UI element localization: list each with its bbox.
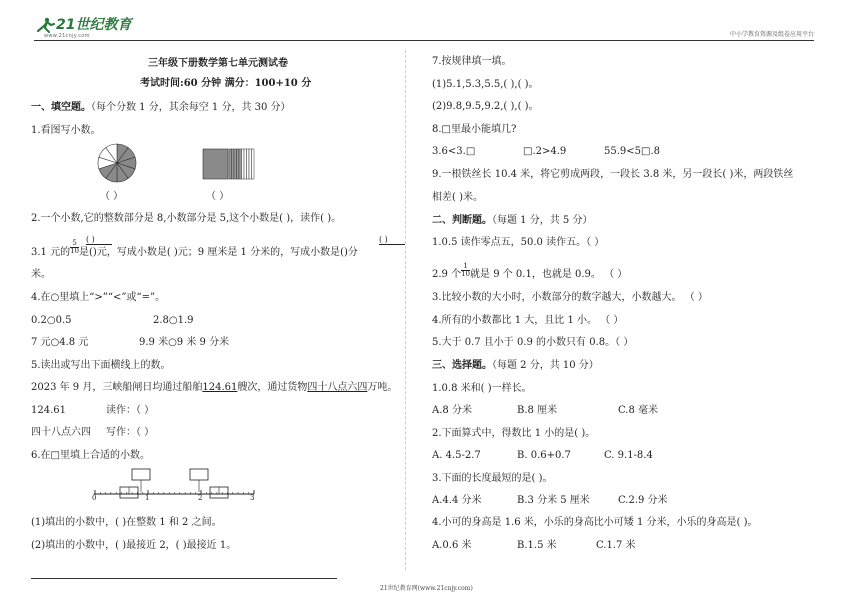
section1-header bbox=[31, 103, 291, 113]
grid-column bbox=[232, 149, 235, 179]
q3-frac-num: 5 bbox=[70, 240, 79, 248]
q5-sentence-num: 124.61 bbox=[202, 382, 238, 393]
q3-fraction bbox=[70, 240, 79, 255]
number-line-box-2[interactable] bbox=[190, 469, 208, 480]
q5-row1-answer[interactable]: 读作：（ ） bbox=[106, 405, 155, 416]
q7-1[interactable]: (1)5.1,5.3,5.5,( ),( )。 bbox=[432, 79, 539, 90]
q3-part-b: 是( bbox=[79, 247, 93, 258]
page-title: 三年级下册数学第七单元测试卷 bbox=[148, 58, 288, 69]
choice-1-opt-c[interactable]: C.8 毫米 bbox=[618, 405, 659, 416]
section1-note: （每个分数 1 分，其余每空 1 分，共 30 分） bbox=[91, 102, 291, 113]
grid-column bbox=[234, 149, 237, 179]
q5-text: 5.读出或写出下面横线上的数。 bbox=[31, 360, 171, 371]
judge-2-part-a: 2.9 个 bbox=[432, 269, 462, 280]
q3-line-2: 米。 bbox=[31, 269, 51, 280]
runner-logo-icon bbox=[34, 17, 56, 33]
section1-heading: 一、填空题。 bbox=[31, 102, 91, 113]
grid-fraction-figure bbox=[202, 148, 256, 180]
q1-text: 1.看图写小数。 bbox=[31, 125, 101, 136]
judge-2-frac-den: 10 bbox=[461, 270, 471, 278]
q1-answer-1[interactable]: （ ） bbox=[100, 191, 124, 202]
choice-4: 4.小可的身高是 1.6 米，小乐的身高比小可矮 1 分米，小乐的身高是( )。 bbox=[432, 517, 758, 528]
q9-line1: 9.一根铁丝长 10.4 米，将它剪成两段，一段长 3.8 米，另一段长( )米，两段铁丝 bbox=[432, 169, 794, 180]
q1-answer-2[interactable]: （ ） bbox=[206, 191, 230, 202]
choice-4-opt-b[interactable]: B.1.5 米 bbox=[517, 540, 557, 551]
q5-row1-label: 124.61 bbox=[31, 405, 66, 416]
q5-row2-answer[interactable]: 写作：（ ） bbox=[106, 427, 155, 438]
judge-5: 5.大于 0.7 且小于 0.9 的小数只有 0.8。（ ） bbox=[432, 337, 634, 348]
choice-2-opt-b[interactable]: B. 0.6+0.7 bbox=[517, 450, 571, 461]
choice-2-opt-a[interactable]: A. 4.5-2.7 bbox=[432, 450, 481, 461]
grid-column bbox=[244, 149, 247, 179]
q8-b[interactable]: □.2>4.9 bbox=[523, 146, 567, 157]
column-divider bbox=[405, 50, 406, 570]
grid-column bbox=[252, 149, 255, 179]
number-line-box-3[interactable] bbox=[132, 469, 150, 480]
q5-sentence bbox=[31, 383, 397, 393]
q5-sentence-b: 艘次，通过货物 bbox=[237, 382, 308, 393]
circle-fraction-figure bbox=[96, 142, 138, 184]
q8-c[interactable]: 55.9<5□.8 bbox=[604, 146, 660, 157]
choice-3: 3.下面的长度最短的是( )。 bbox=[432, 473, 553, 484]
section2-header bbox=[432, 216, 592, 226]
grid-full-square bbox=[203, 149, 228, 179]
section2-heading: 二、判断题。 bbox=[432, 215, 492, 226]
q6-text: 6.在□里填上合适的小数。 bbox=[31, 450, 150, 461]
choice-4-opt-c[interactable]: C.1.7 米 bbox=[596, 540, 636, 551]
q2-text: 2.一个小数,它的整数部分是 8,小数部分是 5,这个小数是( )，读作( )。 bbox=[31, 213, 342, 224]
footer-text: 21世纪教育网(www.21cnjy.com) bbox=[380, 585, 473, 592]
q3-line bbox=[31, 239, 358, 258]
judge-2-frac-num: 1 bbox=[461, 263, 470, 271]
q4-text: 4.在○里填上“>”“<”或“=”。 bbox=[31, 292, 166, 303]
q7-text: 7.按规律填一填。 bbox=[432, 56, 512, 67]
choice-2-opt-c[interactable]: C. 9.1-8.4 bbox=[604, 450, 653, 461]
q5-sentence-c: 万吨。 bbox=[367, 382, 398, 393]
q5-row2-label: 四十八点六四 bbox=[31, 427, 91, 438]
grid-column bbox=[237, 149, 240, 179]
q8-a[interactable]: 3.6<3.□ bbox=[432, 146, 476, 157]
choice-1-opt-a[interactable]: A.8 分米 bbox=[432, 405, 472, 416]
logo-url: www.21cnjy.com bbox=[44, 33, 90, 39]
logo-text: 21世纪教育 bbox=[56, 17, 132, 33]
q6-sub2: (2)填出的小数中，( )最接近 2，( )最接近 1。 bbox=[31, 540, 237, 551]
number-line-tick-3: 3 bbox=[250, 494, 255, 502]
grid-column bbox=[247, 149, 250, 179]
q3-fraction-blank-1[interactable]: ( ) bbox=[86, 236, 112, 245]
number-line-figure bbox=[90, 466, 262, 512]
grid-column bbox=[249, 149, 252, 179]
section3-note: （每题 2 分，共 10 分） bbox=[492, 360, 599, 371]
q9-line2: 相差( )米。 bbox=[432, 192, 483, 203]
judge-2 bbox=[432, 262, 628, 280]
number-line-tick-0: 0 bbox=[92, 494, 97, 502]
choice-3-opt-a[interactable]: A.4.4 分米 bbox=[432, 495, 482, 506]
header-rule bbox=[34, 40, 814, 41]
q3-part-a: 3.1 元的 bbox=[31, 247, 71, 258]
q3-part-d: )分 bbox=[343, 247, 358, 258]
section2-note: （每题 1 分，共 5 分） bbox=[492, 215, 593, 226]
section3-header bbox=[432, 361, 599, 371]
q3-part-c: )元，写成小数是( )元；9 厘米是 1 分米的，写成小数是( bbox=[92, 247, 344, 258]
choice-3-opt-c[interactable]: C.2.9 分米 bbox=[618, 495, 668, 506]
judge-1: 1.0.5 读作零点五，50.0 读作五。（ ） bbox=[432, 237, 605, 248]
page-subtitle: 考试时间:60 分钟 满分：100+10 分 bbox=[140, 78, 312, 89]
q8-text: 8.□里最小能填几? bbox=[432, 124, 517, 135]
q5-sentence-a: 2023 年 9 月，三峡船闸日均通过船舶 bbox=[31, 382, 203, 393]
q3-frac-den: 10 bbox=[70, 247, 80, 255]
grid-column bbox=[239, 149, 242, 179]
footer-rule-left bbox=[31, 578, 337, 579]
choice-1: 1.0.8 米和( )一样长。 bbox=[432, 383, 532, 394]
section3-heading: 三、选择题。 bbox=[432, 360, 492, 371]
header-right-text: 中小学教育资源及组卷应用平台 bbox=[729, 31, 814, 38]
q4-c[interactable]: 7 元○4.8 元 bbox=[31, 337, 89, 348]
q5-sentence-word: 四十八点六四 bbox=[307, 382, 368, 393]
judge-3: 3.比较小数的大小时，小数部分的数字越大，小数越大。 （ ） bbox=[432, 292, 708, 303]
choice-1-opt-b[interactable]: B.8 厘米 bbox=[517, 405, 558, 416]
judge-2-fraction bbox=[461, 263, 470, 278]
choice-2: 2.下面算式中，得数比 1 小的是( )。 bbox=[432, 428, 596, 439]
number-line-tick-1: 1 bbox=[145, 494, 150, 502]
q4-b[interactable]: 2.8○1.9 bbox=[153, 315, 194, 326]
number-line-tick-2: 2 bbox=[198, 494, 203, 502]
grid-column bbox=[229, 149, 232, 179]
choice-3-opt-b[interactable]: B.3 分米 5 厘米 bbox=[517, 495, 590, 506]
q4-d[interactable]: 9.9 米○9 米 9 分米 bbox=[139, 337, 230, 348]
judge-2-part-b: 就是 9 个 0.1，也就是 0.9。 （ ） bbox=[470, 269, 628, 280]
grid-column bbox=[242, 149, 245, 179]
q7-2[interactable]: (2)9.8,9.5,9.2,( ),( )。 bbox=[432, 101, 539, 112]
q3-fraction-blank-2[interactable]: ( ) bbox=[379, 236, 405, 245]
q4-a[interactable]: 0.2○0.5 bbox=[31, 315, 72, 326]
q6-sub1: (1)填出的小数中，( )在整数 1 和 2 之间。 bbox=[31, 517, 222, 528]
choice-4-opt-a[interactable]: A.0.6 米 bbox=[432, 540, 472, 551]
judge-4: 4.所有的小数都比 1 大，且比 1 小。 （ ） bbox=[432, 315, 624, 326]
